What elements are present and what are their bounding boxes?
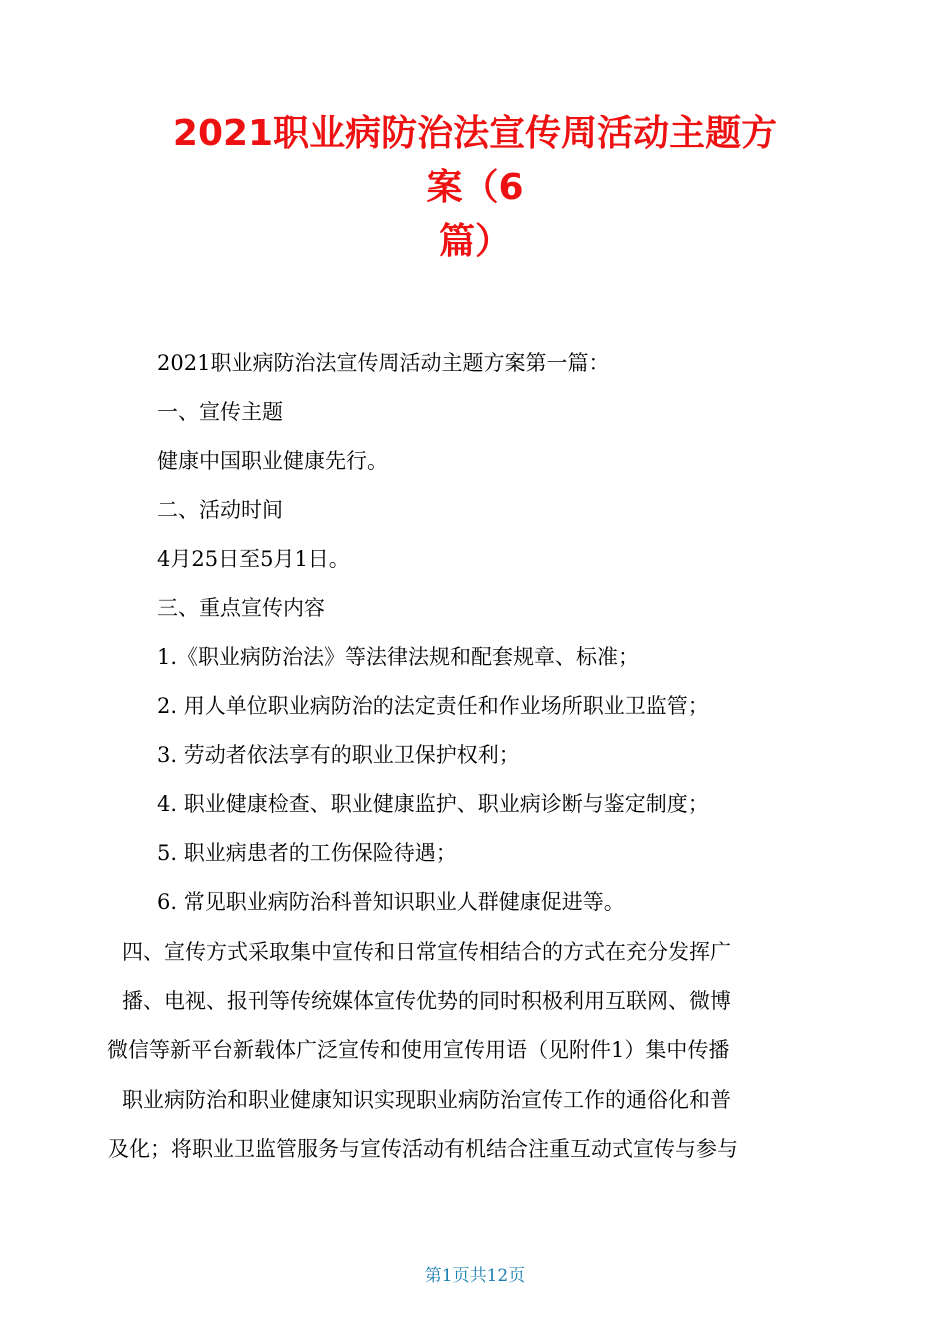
section-4-line: 微信等新平台新载体广泛宣传和使用宣传用语（见附件1）集中传播 <box>107 1038 730 1062</box>
section-1-title: 一、宣传主题 <box>157 400 283 424</box>
page-number-footer: 第1页共12页 <box>424 1266 526 1286</box>
list-item: 3. 劳动者依法享有的职业卫保护权利； <box>157 743 520 767</box>
document-title-line-1: 2021职业病防治法宣传周活动主题方 <box>172 113 778 154</box>
section-1-text: 健康中国职业健康先行。 <box>157 449 388 473</box>
list-item: 2. 用人单位职业病防治的法定责任和作业场所职业卫监管； <box>157 694 709 718</box>
section-3-title: 三、重点宣传内容 <box>157 596 325 620</box>
list-item: 4. 职业健康检查、职业健康监护、职业病诊断与鉴定制度； <box>157 792 709 816</box>
document-title-line-3: 篇） <box>438 221 511 262</box>
document-title-line-2: 案（6 <box>426 167 524 208</box>
list-item: 1.《职业病防治法》等法律法规和配套规章、标准； <box>157 645 640 669</box>
section-4-line: 四、宣传方式采取集中宣传和日常宣传相结合的方式在充分发挥广 <box>122 940 731 964</box>
section-2-title: 二、活动时间 <box>157 498 283 522</box>
section-4-line: 职业病防治和职业健康知识实现职业病防治宣传工作的通俗化和普 <box>122 1088 731 1112</box>
section-4-line: 播、电视、报刊等传统媒体宣传优势的同时积极利用互联网、微博 <box>122 989 731 1013</box>
section-4-line: 及化；将职业卫监管服务与宣传活动有机结合注重互动式宣传与参与 <box>108 1137 738 1161</box>
list-item: 6. 常见职业病防治科普知识职业人群健康促进等。 <box>157 890 625 914</box>
list-item: 5. 职业病患者的工伤保险待遇； <box>157 841 457 865</box>
article-heading: 2021职业病防治法宣传周活动主题方案第一篇： <box>157 351 610 375</box>
section-2-text: 4月25日至5月1日。 <box>157 547 350 571</box>
